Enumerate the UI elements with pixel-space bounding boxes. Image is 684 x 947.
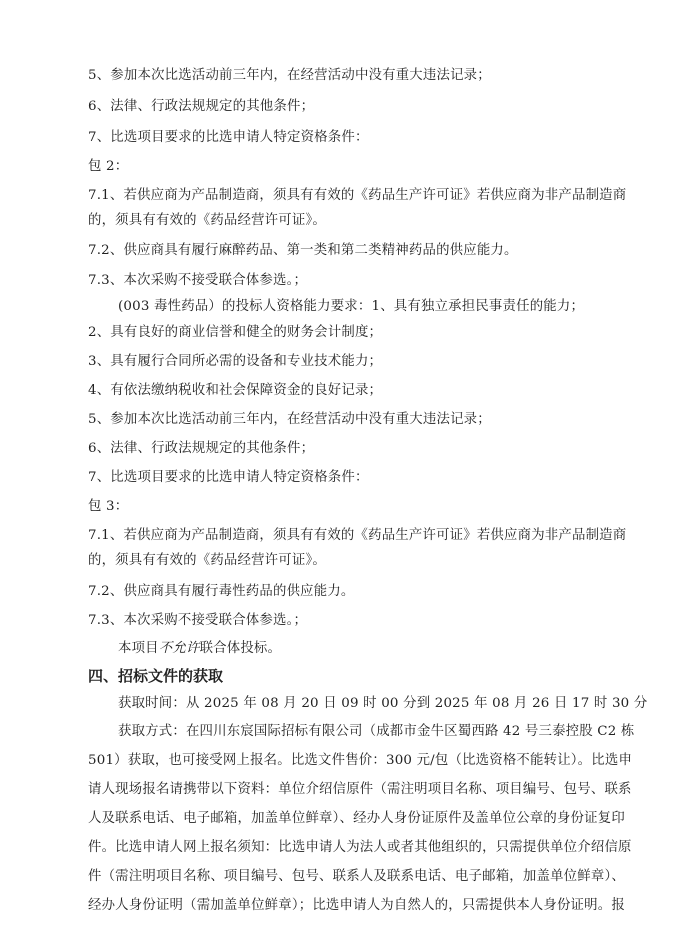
acquisition-method-line: 经办人身份证明（需加盖单位鲜章）；比选申请人为自然人的，只需提供本人身份证明。报 bbox=[88, 898, 625, 913]
pkg1-item-7: 7、比选项目要求的比选申请人特定资格条件： bbox=[88, 130, 369, 145]
pkg2-item-7-1-cont: 的，须具有有效的《药品经营许可证》。 bbox=[88, 213, 326, 228]
acquisition-time: 获取时间：从 2025 年 08 月 20 日 09 时 00 分到 2025 年 08 月 26 日 17 时 30 分 bbox=[118, 696, 648, 711]
pkg2-label: 包 2： bbox=[88, 159, 129, 174]
pkg3-intro-item-4: 4、有依法缴纳税收和社会保障资金的良好记录； bbox=[88, 383, 383, 398]
pkg3-item-7-3: 7.3、本次采购不接受联合体参选。； bbox=[88, 613, 308, 628]
pkg2-item-7-2: 7.2、供应商具有履行麻醉药品、第一类和第二类精神药品的供应能力。 bbox=[88, 243, 518, 258]
pkg3-intro-item-7: 7、比选项目要求的比选申请人特定资格条件： bbox=[88, 470, 369, 485]
consortium-emphasis: 不允许 bbox=[158, 641, 200, 656]
pkg3-item-7-1: 7.1、若供应商为产品制造商，须具有有效的《药品生产许可证》若供应商为非产品制造商 bbox=[88, 528, 627, 543]
acquisition-method-line: 件。比选申请人网上报名须知：比选申请人为法人或者其他组织的，只需提供单位介绍信原 bbox=[88, 840, 632, 855]
pkg3-requirements-intro: (003 毒性药品）的投标人资格能力要求：1、具有独立承担民事责任的能力； bbox=[118, 299, 585, 314]
pkg3-label: 包 3： bbox=[88, 499, 129, 514]
acquisition-method-line: 501）获取，也可接受网上报名。比选文件售价：300 元/包（比选资格不能转让）。比选申 bbox=[88, 753, 633, 768]
pkg3-intro-item-5: 5、参加本次比选活动前三年内，在经营活动中没有重大违法记录； bbox=[88, 412, 491, 427]
pkg3-item-7-1-cont: 的，须具有有效的《药品经营许可证》。 bbox=[88, 553, 326, 568]
pkg2-item-7-1: 7.1、若供应商为产品制造商，须具有有效的《药品生产许可证》若供应商为非产品制造商 bbox=[88, 188, 627, 203]
pkg3-item-7-2: 7.2、供应商具有履行毒性药品的供应能力。 bbox=[88, 584, 355, 599]
acquisition-method-line: 获取方式：在四川东宸国际招标有限公司（成都市金牛区蜀西路 42 号三泰控股 C2 栋 bbox=[118, 724, 635, 739]
pkg3-intro-item-2: 2、具有良好的商业信誉和健全的财务会计制度； bbox=[88, 325, 383, 340]
pkg3-intro-item-3: 3、具有履行合同所必需的设备和专业技术能力； bbox=[88, 354, 383, 369]
section-heading: 四、招标文件的获取 bbox=[88, 667, 224, 685]
consortium-statement bbox=[118, 639, 281, 659]
consortium-suffix: 联合体投标。 bbox=[199, 641, 282, 656]
pkg1-item-6: 6、法律、行政法规规定的其他条件； bbox=[88, 99, 315, 114]
acquisition-method-line: 请人现场报名请携带以下资料：单位介绍信原件（需注明项目名称、项目编号、包号、联系 bbox=[88, 782, 632, 797]
pkg2-item-7-3: 7.3、本次采购不接受联合体参选。； bbox=[88, 273, 308, 288]
acquisition-method-line: 人及联系电话、电子邮箱，加盖单位鲜章）、经办人身份证原件及盖单位公章的身份证复印 bbox=[88, 811, 625, 826]
consortium-prefix: 本项目 bbox=[118, 641, 159, 656]
acquisition-method-line: 件（需注明项目名称、项目编号、包号、联系人及联系电话、电子邮箱，加盖单位鲜章）、 bbox=[88, 869, 625, 884]
pkg1-item-5: 5、参加本次比选活动前三年内，在经营活动中没有重大违法记录； bbox=[88, 68, 491, 83]
pkg3-intro-item-6: 6、法律、行政法规规定的其他条件； bbox=[88, 441, 315, 456]
